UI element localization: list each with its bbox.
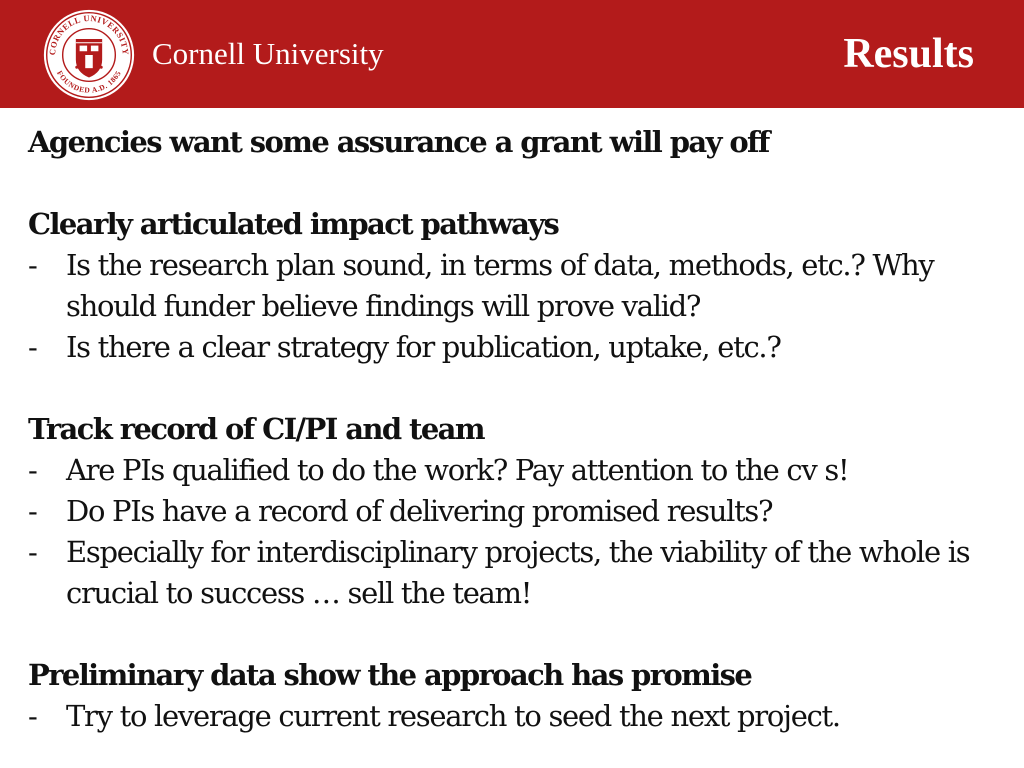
bullet-item — [28, 245, 1003, 327]
bullet-marker: - — [28, 453, 37, 487]
svg-text:FOUNDED A.D. 1865: FOUNDED A.D. 1865 — [55, 68, 123, 95]
bullet-text: Is the research plan sound, in terms of data, methods, etc.? Why should funder believe findings will prove valid? — [66, 248, 934, 323]
slide-body — [28, 122, 1003, 737]
section-heading: Track record of CI/PI and team — [28, 412, 484, 446]
bullet-item — [28, 327, 1003, 368]
bullet-text: Especially for interdisciplinary projects, the viability of the whole is crucial to success … sell the team! — [66, 535, 970, 610]
bullet-marker: - — [28, 699, 37, 733]
slide-title: Results — [843, 31, 974, 77]
bullet-item — [28, 491, 1003, 532]
bullet-item — [28, 450, 1003, 491]
section-heading: Clearly articulated impact pathways — [28, 207, 559, 241]
bullet-item — [28, 696, 1003, 737]
bullet-marker: - — [28, 494, 37, 528]
bullet-text: Try to leverage current research to seed the next project. — [66, 699, 840, 733]
cornell-seal-icon — [42, 8, 136, 102]
bullet-text: Are PIs qualified to do the work? Pay attention to the cv s! — [66, 453, 849, 487]
header-bar — [0, 0, 1024, 108]
bullet-text: Is there a clear strategy for publication, uptake, etc.? — [66, 330, 781, 364]
bullet-marker: - — [28, 248, 37, 282]
spacer — [28, 163, 1003, 204]
bullet-item — [28, 532, 1003, 614]
spacer — [28, 368, 1003, 409]
bullet-marker: - — [28, 330, 37, 364]
university-wordmark: Cornell University — [152, 36, 384, 71]
section-heading: Agencies want some assurance a grant will pay off — [28, 125, 769, 159]
svg-text:CORNELL UNIVERSITY: CORNELL UNIVERSITY — [47, 13, 131, 56]
bullet-text: Do PIs have a record of delivering promised results? — [66, 494, 773, 528]
bullet-marker: - — [28, 535, 37, 569]
section-heading: Preliminary data show the approach has promise — [28, 658, 752, 692]
spacer — [28, 614, 1003, 655]
